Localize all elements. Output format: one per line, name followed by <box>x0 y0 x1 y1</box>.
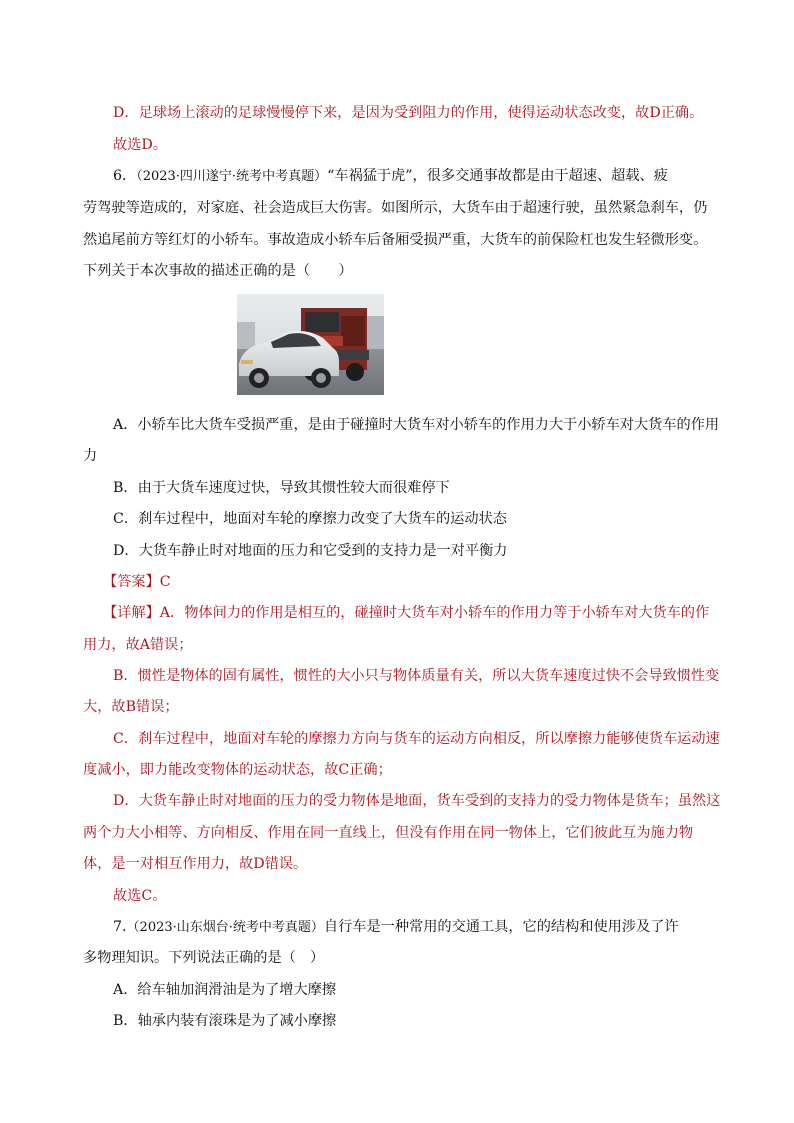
q6-option-b: B．由于大货车速度过快，导致其惯性较大而很难停下 <box>113 480 450 496</box>
q7-stem-line-1 <box>113 917 679 938</box>
q6-detail-b-line-2: 大，故B错误； <box>83 699 179 715</box>
q6-stem-line-2: 劳驾驶等造成的，对家庭、社会造成巨大伤害。如图所示，大货车由于超速行驶，虽然紧急刹车，仍 <box>83 200 708 216</box>
q6-stem-line-3: 然追尾前方等红灯的小轿车。事故造成小轿车后备厢受损严重，大货车的前保险杠也发生轻微形变。 <box>83 232 708 248</box>
q7-option-a: A．给车轴加润滑油是为了增大摩擦 <box>113 982 337 998</box>
detail-a-text: A．物体间力的作用是相互的，碰撞时大货车对小轿车的作用力等于小轿车对大货车的作 <box>159 605 710 621</box>
q6-option-d: D．大货车静止时对地面的压力和它受到的支持力是一对平衡力 <box>113 543 508 559</box>
q6-stem-text-1: “车祸猛于虎”，很多交通事故都是由于超速、超载、疲 <box>327 168 668 184</box>
q6-number: 6． <box>113 168 137 184</box>
q6-detail-c-line-1: C．刹车过程中，地面对车轮的摩擦力方向与货车的运动方向相反，所以摩擦力能够使货车运动速 <box>113 731 720 747</box>
prev-option-d-explanation: D．足球场上滚动的足球慢慢停下来，是因为受到阻力的作用，使得运动状态改变，故D正确。 <box>113 105 704 121</box>
accident-photo <box>237 294 384 395</box>
q6-stem-line-4: 下列关于本次事故的描述正确的是（ ） <box>83 263 353 279</box>
q6-answer-line <box>103 572 171 592</box>
prev-choose-line: 故选D。 <box>113 137 167 153</box>
q6-option-a-line-2: 力 <box>83 448 98 464</box>
q6-detail-d-line-3: 体，是一对相互作用力，故D错误。 <box>83 856 308 872</box>
q7-option-b: B．轴承内装有滚珠是为了减小摩擦 <box>113 1013 337 1029</box>
q6-detail-d-line-1: D．大货车静止时对地面的压力的受力物体是地面，货车受到的支持力的受力物体是货车；虽然这 <box>113 793 721 809</box>
q6-detail-d-line-2: 两个力大小相等、方向相反、作用在同一直线上，但没有作用在同一物体上，它们彼此互为施力物 <box>83 825 694 841</box>
q6-option-a-line-1: A．小轿车比大货车受损严重，是由于碰撞时大货车对小轿车的作用力大于小轿车对大货车的作用 <box>113 417 720 433</box>
q6-source: （2023·四川遂宁·统考中考真题） <box>136 169 328 184</box>
q6-detail-c-line-2: 度减小，即力能改变物体的运动状态，故C正确； <box>83 762 392 778</box>
q7-stem-text-1: 自行车是一种常用的交通工具，它的结构和使用涉及了许 <box>323 919 679 935</box>
q6-stem-line-1 <box>113 166 668 187</box>
q6-detail-a-line-1 <box>103 603 709 623</box>
answer-tag: 【答案】 <box>103 574 160 590</box>
q6-detail-a-line-2: 用力，故A错误； <box>83 637 193 653</box>
accident-photo-illustration <box>237 294 384 395</box>
q6-option-c: C．刹车过程中，地面对车轮的摩擦力改变了大货车的运动状态 <box>113 511 507 527</box>
q7-source: （2023·山东烟台·统考中考真题） <box>126 920 324 935</box>
q7-number: 7. <box>113 919 127 935</box>
detail-tag: 【详解】 <box>103 605 160 621</box>
q6-detail-b-line-1: B．惯性是物体的固有属性，惯性的大小只与物体质量有关，所以大货车速度过快不会导致惯性变 <box>113 668 720 684</box>
q7-stem-line-2: 多物理知识。下列说法正确的是（ ） <box>83 950 325 966</box>
answer-value: C <box>159 574 171 590</box>
q6-choose-line: 故选C。 <box>113 888 167 904</box>
